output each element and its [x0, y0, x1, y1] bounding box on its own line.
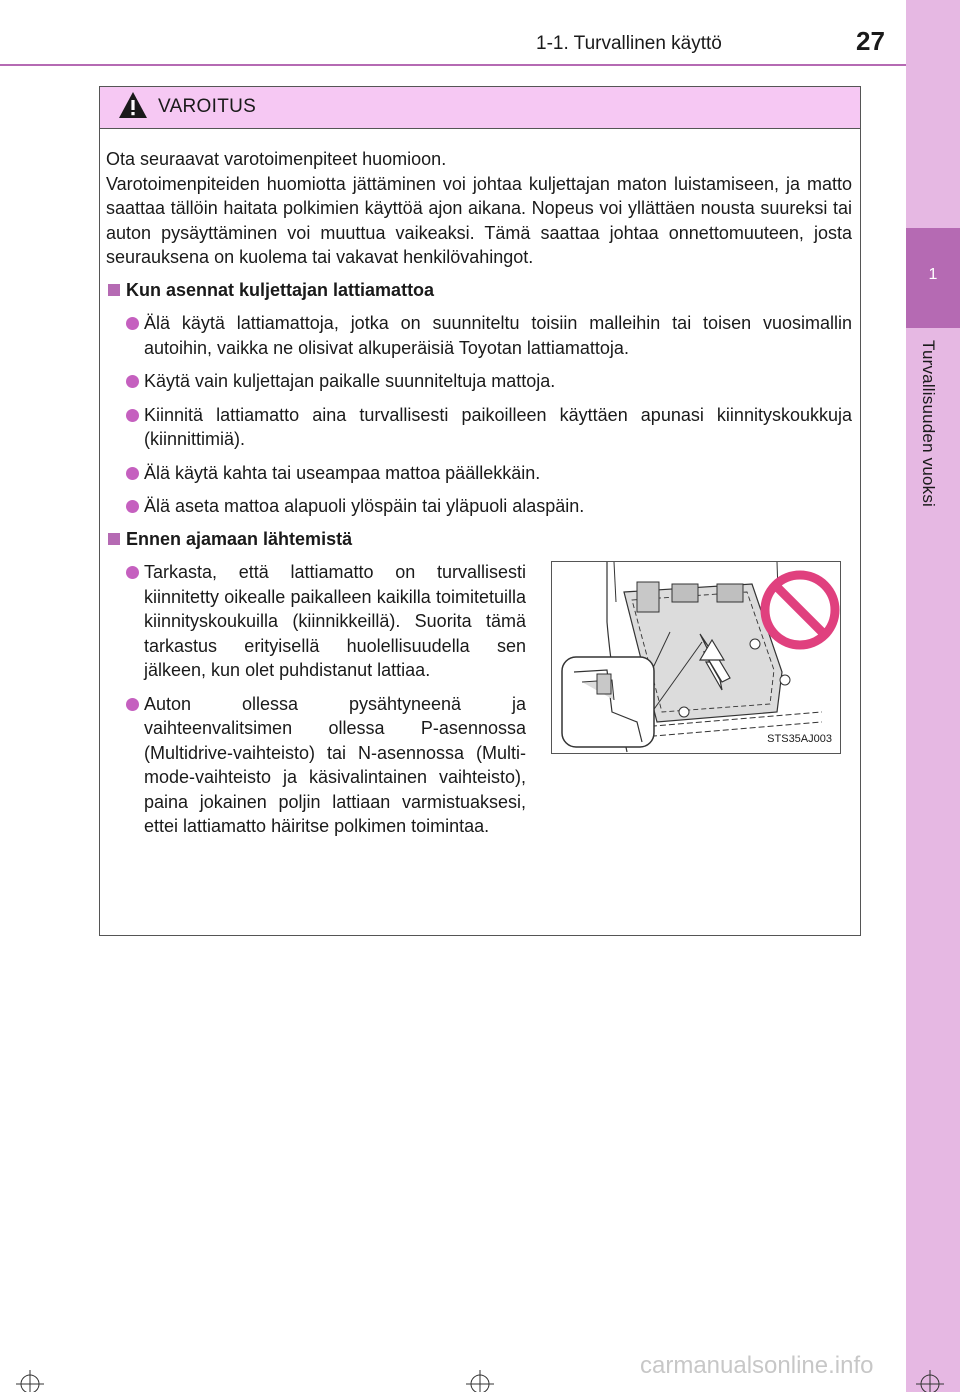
warning-triangle-icon: [118, 91, 148, 119]
intro-line: Ota seuraavat varotoimenpiteet huomioon.: [106, 149, 447, 169]
list-item: Älä käytä lattiamattoja, jotka on suunniteltu toisiin malleihin tai toisen vuosimallin autoihin, vaikka ne olisivat alkuperäisiä Toyotan lattiamattoja.: [106, 311, 852, 360]
figure-code: STS35AJ003: [767, 732, 832, 745]
warning-title: VAROITUS: [158, 96, 257, 117]
intro-paragraph: Varotoimenpiteiden huomiotta jättäminen voi johtaa kuljettajan maton luistamiseen, ja matto saattaa tällöin haitata polkimien käyttöä ajon aikana. Nopeus voi yllättäen nousta suureksi tai auton pysäyttäminen voi muuttua vaikeaksi. Tämä saattaa johtaa onnettomuuteen, josta seurauksena on kuolema tai vakavat henkilövahingot.: [106, 173, 852, 267]
warning-body: [106, 147, 852, 921]
list-item: Auton ollessa pysähtyneenä ja vaihteenvalitsimen ollessa P-asennossa (Multidrive-vaihteisto) tai N-asennossa (Multi-mode-vaihteisto ja käsivalintainen vaihteisto), paina jokainen poljin lattiaan varmistuaksesi, ettei lattiamatto häiritse polkimen toimintaa.: [106, 692, 526, 839]
page-number: 27: [856, 26, 885, 56]
list-item: Älä aseta mattoa alapuoli ylöspäin tai yläpuoli alaspäin.: [106, 494, 852, 519]
list-item: Kiinnitä lattiamatto aina turvallisesti paikoilleen käyttäen apunasi kiinnityskoukkuja (kiinnittimiä).: [106, 403, 852, 452]
floor-mat-drawing: [552, 562, 841, 754]
list-item: Tarkasta, että lattiamatto on turvallisesti kiinnitetty oikealle paikalleen kaikilla toimitetuilla kiinnityskoukuilla (kiinnikkeillä). Suorita tämä tarkastus erityisellä huolellisuudella sen jälkeen, kun olet puhdistanut lattiaa.: [106, 560, 526, 683]
warning-header: [100, 87, 860, 129]
list-item: Käytä vain kuljettajan paikalle suunniteltuja mattoja.: [106, 369, 852, 394]
registration-mark-icon: [916, 1370, 944, 1392]
registration-mark-icon: [16, 1370, 44, 1392]
registration-mark-icon: [466, 1370, 494, 1392]
watermark: carmanualsonline.info: [640, 1352, 874, 1379]
header-rule: [0, 64, 906, 66]
section-heading-installing-mat: Kun asennat kuljettajan lattiamattoa: [106, 278, 852, 303]
section-heading-before-driving: Ennen ajamaan lähtemistä: [106, 527, 852, 552]
before-driving-content: [106, 551, 852, 921]
warning-box: [99, 86, 861, 936]
before-driving-list: [106, 551, 526, 839]
list-item: Älä käytä kahta tai useampaa mattoa päällekkäin.: [106, 461, 852, 486]
warning-intro: [106, 147, 852, 270]
chapter-label: Turvallisuuden vuoksi: [919, 340, 938, 508]
chapter-side-tab: [906, 0, 960, 1392]
chapter-number: 1: [928, 266, 938, 283]
floor-mat-illustration: [551, 561, 841, 754]
section-title: 1-1. Turvallinen käyttö: [536, 33, 722, 54]
